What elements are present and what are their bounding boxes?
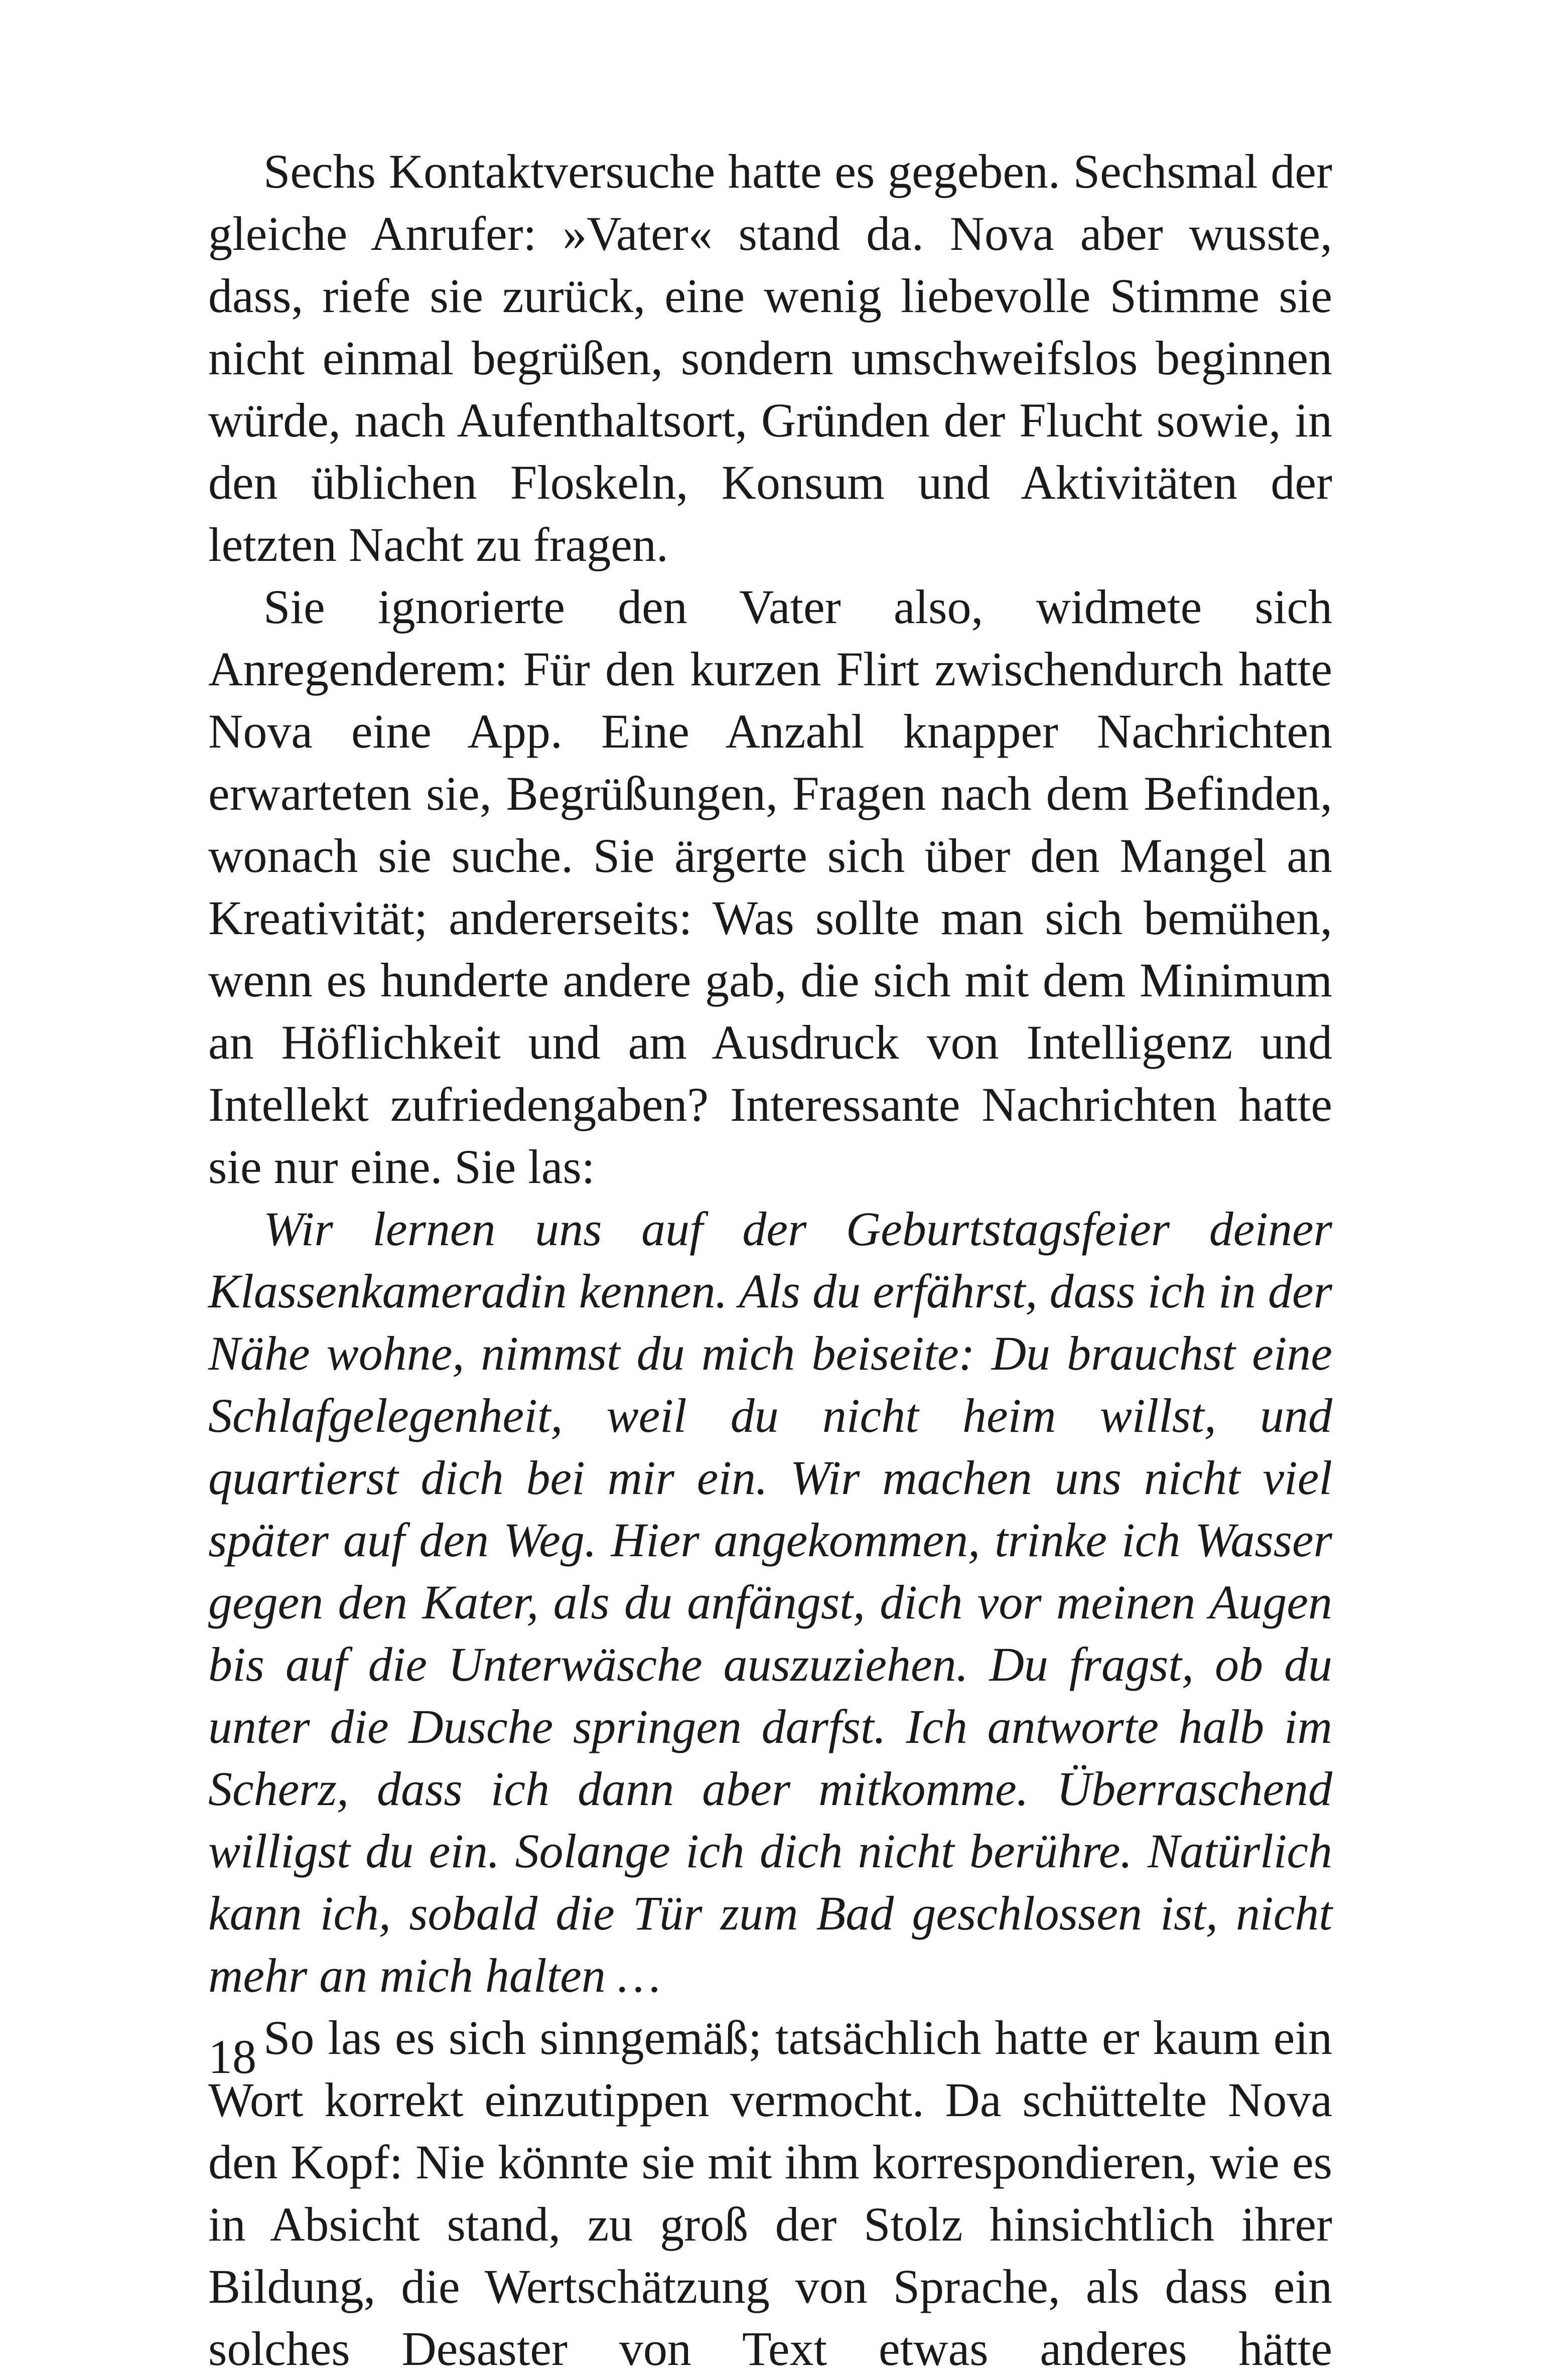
- body-text: [208, 140, 1332, 2380]
- paragraph-vater-calls: Sechs Kontaktversuche hatte es gegeben. Sechsmal der gleiche Anrufer: »Vater« stand da. Nova aber wusste, dass, riefe sie zurück, eine wenig liebevolle Stimme sie nicht einmal begrüßen, sondern umschweifslos beginnen würde, nach Aufenthaltsort, Gründen der Flucht sowie, in den üblichen Floskeln, Konsum und Aktivitäten der letzten Nacht zu fragen.: [208, 144, 1332, 571]
- paragraph-message-quote: Wir lernen uns auf der Geburtstagsfeier deiner Klassenkameradin kennen. Als du erfährst, dass ich in der Nähe wohne, nimmst du mich beiseite: Du brauchst eine Schlafgelegenheit, weil du nicht heim willst, und quartierst dich bei mir ein. Wir machen uns nicht viel später auf den Weg. Hier angekommen, trinke ich Wasser gegen den Kater, als du anfängst, dich vor meinen Augen bis auf die Unterwäsche auszuziehen. Du fragst, ob du unter die Dusche springen darfst. Ich antworte halb im Scherz, dass ich dann aber mitkomme. Überraschend willigst du ein. Solange ich dich nicht berühre. Natürlich kann ich, sobald die Tür zum Bad geschlossen ist, nicht mehr an mich halten …: [208, 1202, 1332, 2002]
- page-number: 18: [208, 2030, 256, 2084]
- paragraph-flirt-app: Sie ignorierte den Vater also, widmete sich Anregenderem: Für den kurzen Flirt zwischendurch hatte Nova eine App. Eine Anzahl knapper Nachrichten erwarteten sie, Begrüßungen, Fragen nach dem Befinden, wonach sie suche. Sie ärgerte sich über den Mangel an Kreativität; andererseits: Was sollte man sich bemühen, wenn es hunderte andere gab, die sich mit dem Minimum an Höflichkeit und am Ausdruck von Intelligenz und Intellekt zufriedengaben? Interessante Nachrichten hatte sie nur eine. Sie las:: [208, 580, 1332, 1194]
- paragraph-nova-reaction: So las es sich sinngemäß; tatsächlich hatte er kaum ein Wort korrekt einzutippen vermocht. Da schüttelte Nova den Kopf: Nie könnte sie mit ihm korrespondieren, wie es in Absicht stand, zu groß der Stolz hinsichtlich ihrer Bildung, die Wertschätzung von Sprache, als dass ein solches Desaster von Text etwas anderes hätte: [208, 2011, 1332, 2375]
